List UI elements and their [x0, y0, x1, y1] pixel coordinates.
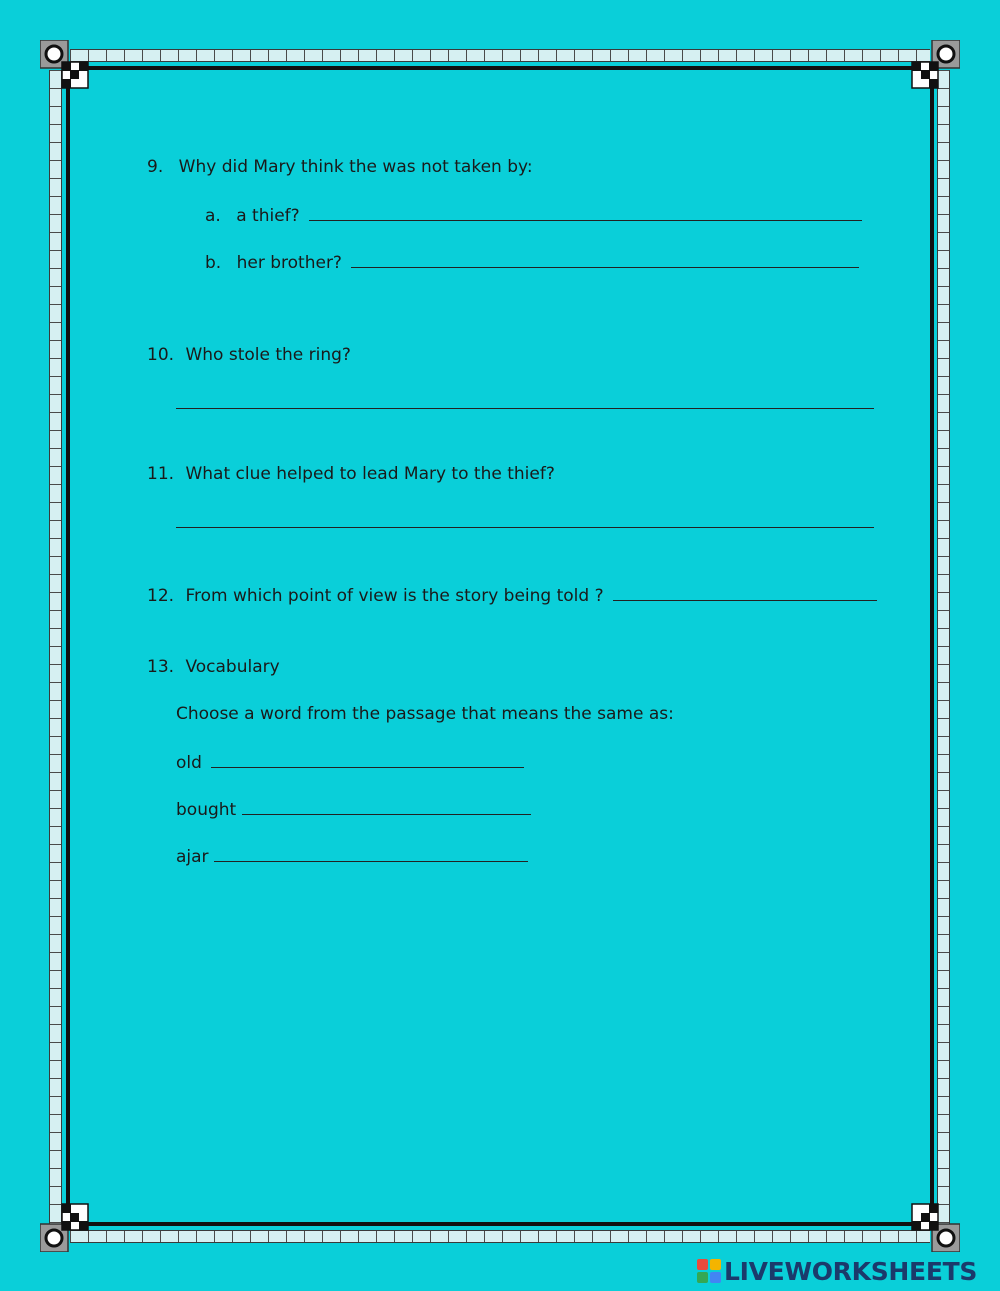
option-text: a thief? — [236, 206, 300, 226]
answer-line-10[interactable] — [176, 408, 874, 409]
option-letter: b. — [205, 253, 222, 273]
answer-blank-ajar[interactable] — [214, 844, 528, 862]
top-border — [70, 49, 930, 62]
vocab-item-bought — [176, 797, 531, 821]
vocab-word: old — [176, 753, 202, 773]
right-border — [937, 70, 950, 1230]
liveworksheets-logo-icon — [697, 1259, 721, 1283]
question-number: 9. — [147, 157, 164, 177]
inner-frame-left — [66, 66, 70, 1226]
inner-frame-right — [930, 66, 934, 1226]
question-text: Why did Mary think the was not taken by: — [178, 157, 533, 177]
question-11 — [147, 463, 555, 485]
question-12 — [147, 583, 877, 607]
liveworksheets-wordmark: LIVEWORKSHEETS — [724, 1256, 978, 1286]
answer-blank-bought[interactable] — [242, 797, 531, 815]
question-text: Who stole the ring? — [185, 345, 351, 365]
left-border — [49, 70, 62, 1230]
question-number: 11. — [147, 464, 175, 484]
inner-frame-bottom — [66, 1222, 934, 1226]
question-10 — [147, 344, 351, 366]
answer-blank-9a[interactable] — [309, 203, 862, 221]
bottom-border — [70, 1230, 930, 1243]
option-letter: a. — [205, 206, 221, 226]
question-13 — [147, 656, 280, 678]
answer-blank-9b[interactable] — [351, 250, 859, 268]
vocab-word: ajar — [176, 847, 209, 867]
vocab-item-ajar — [176, 844, 528, 868]
question-number: 10. — [147, 345, 175, 365]
vocab-word: bought — [176, 800, 237, 820]
corner-ornament-bottom-left — [40, 1202, 90, 1252]
question-number: 12. — [147, 586, 175, 606]
option-text: her brother? — [236, 253, 342, 273]
corner-ornament-bottom-right — [910, 1202, 960, 1252]
vocabulary-instruction: Choose a word from the passage that means the same as: — [176, 704, 674, 724]
inner-frame-top — [66, 66, 934, 70]
question-9 — [147, 156, 533, 178]
answer-blank-12[interactable] — [613, 583, 877, 601]
question-9b — [205, 250, 859, 274]
liveworksheets-logo — [697, 1257, 977, 1285]
question-text: Vocabulary — [185, 657, 280, 677]
vocab-item-old — [176, 750, 524, 774]
question-number: 13. — [147, 657, 175, 677]
answer-blank-old[interactable] — [211, 750, 524, 768]
corner-ornament-top-right — [910, 40, 960, 90]
answer-line-11[interactable] — [176, 527, 874, 528]
question-text: From which point of view is the story being told ? — [185, 586, 604, 606]
corner-ornament-top-left — [40, 40, 90, 90]
question-text: What clue helped to lead Mary to the thief? — [185, 464, 555, 484]
question-9a — [205, 203, 862, 227]
